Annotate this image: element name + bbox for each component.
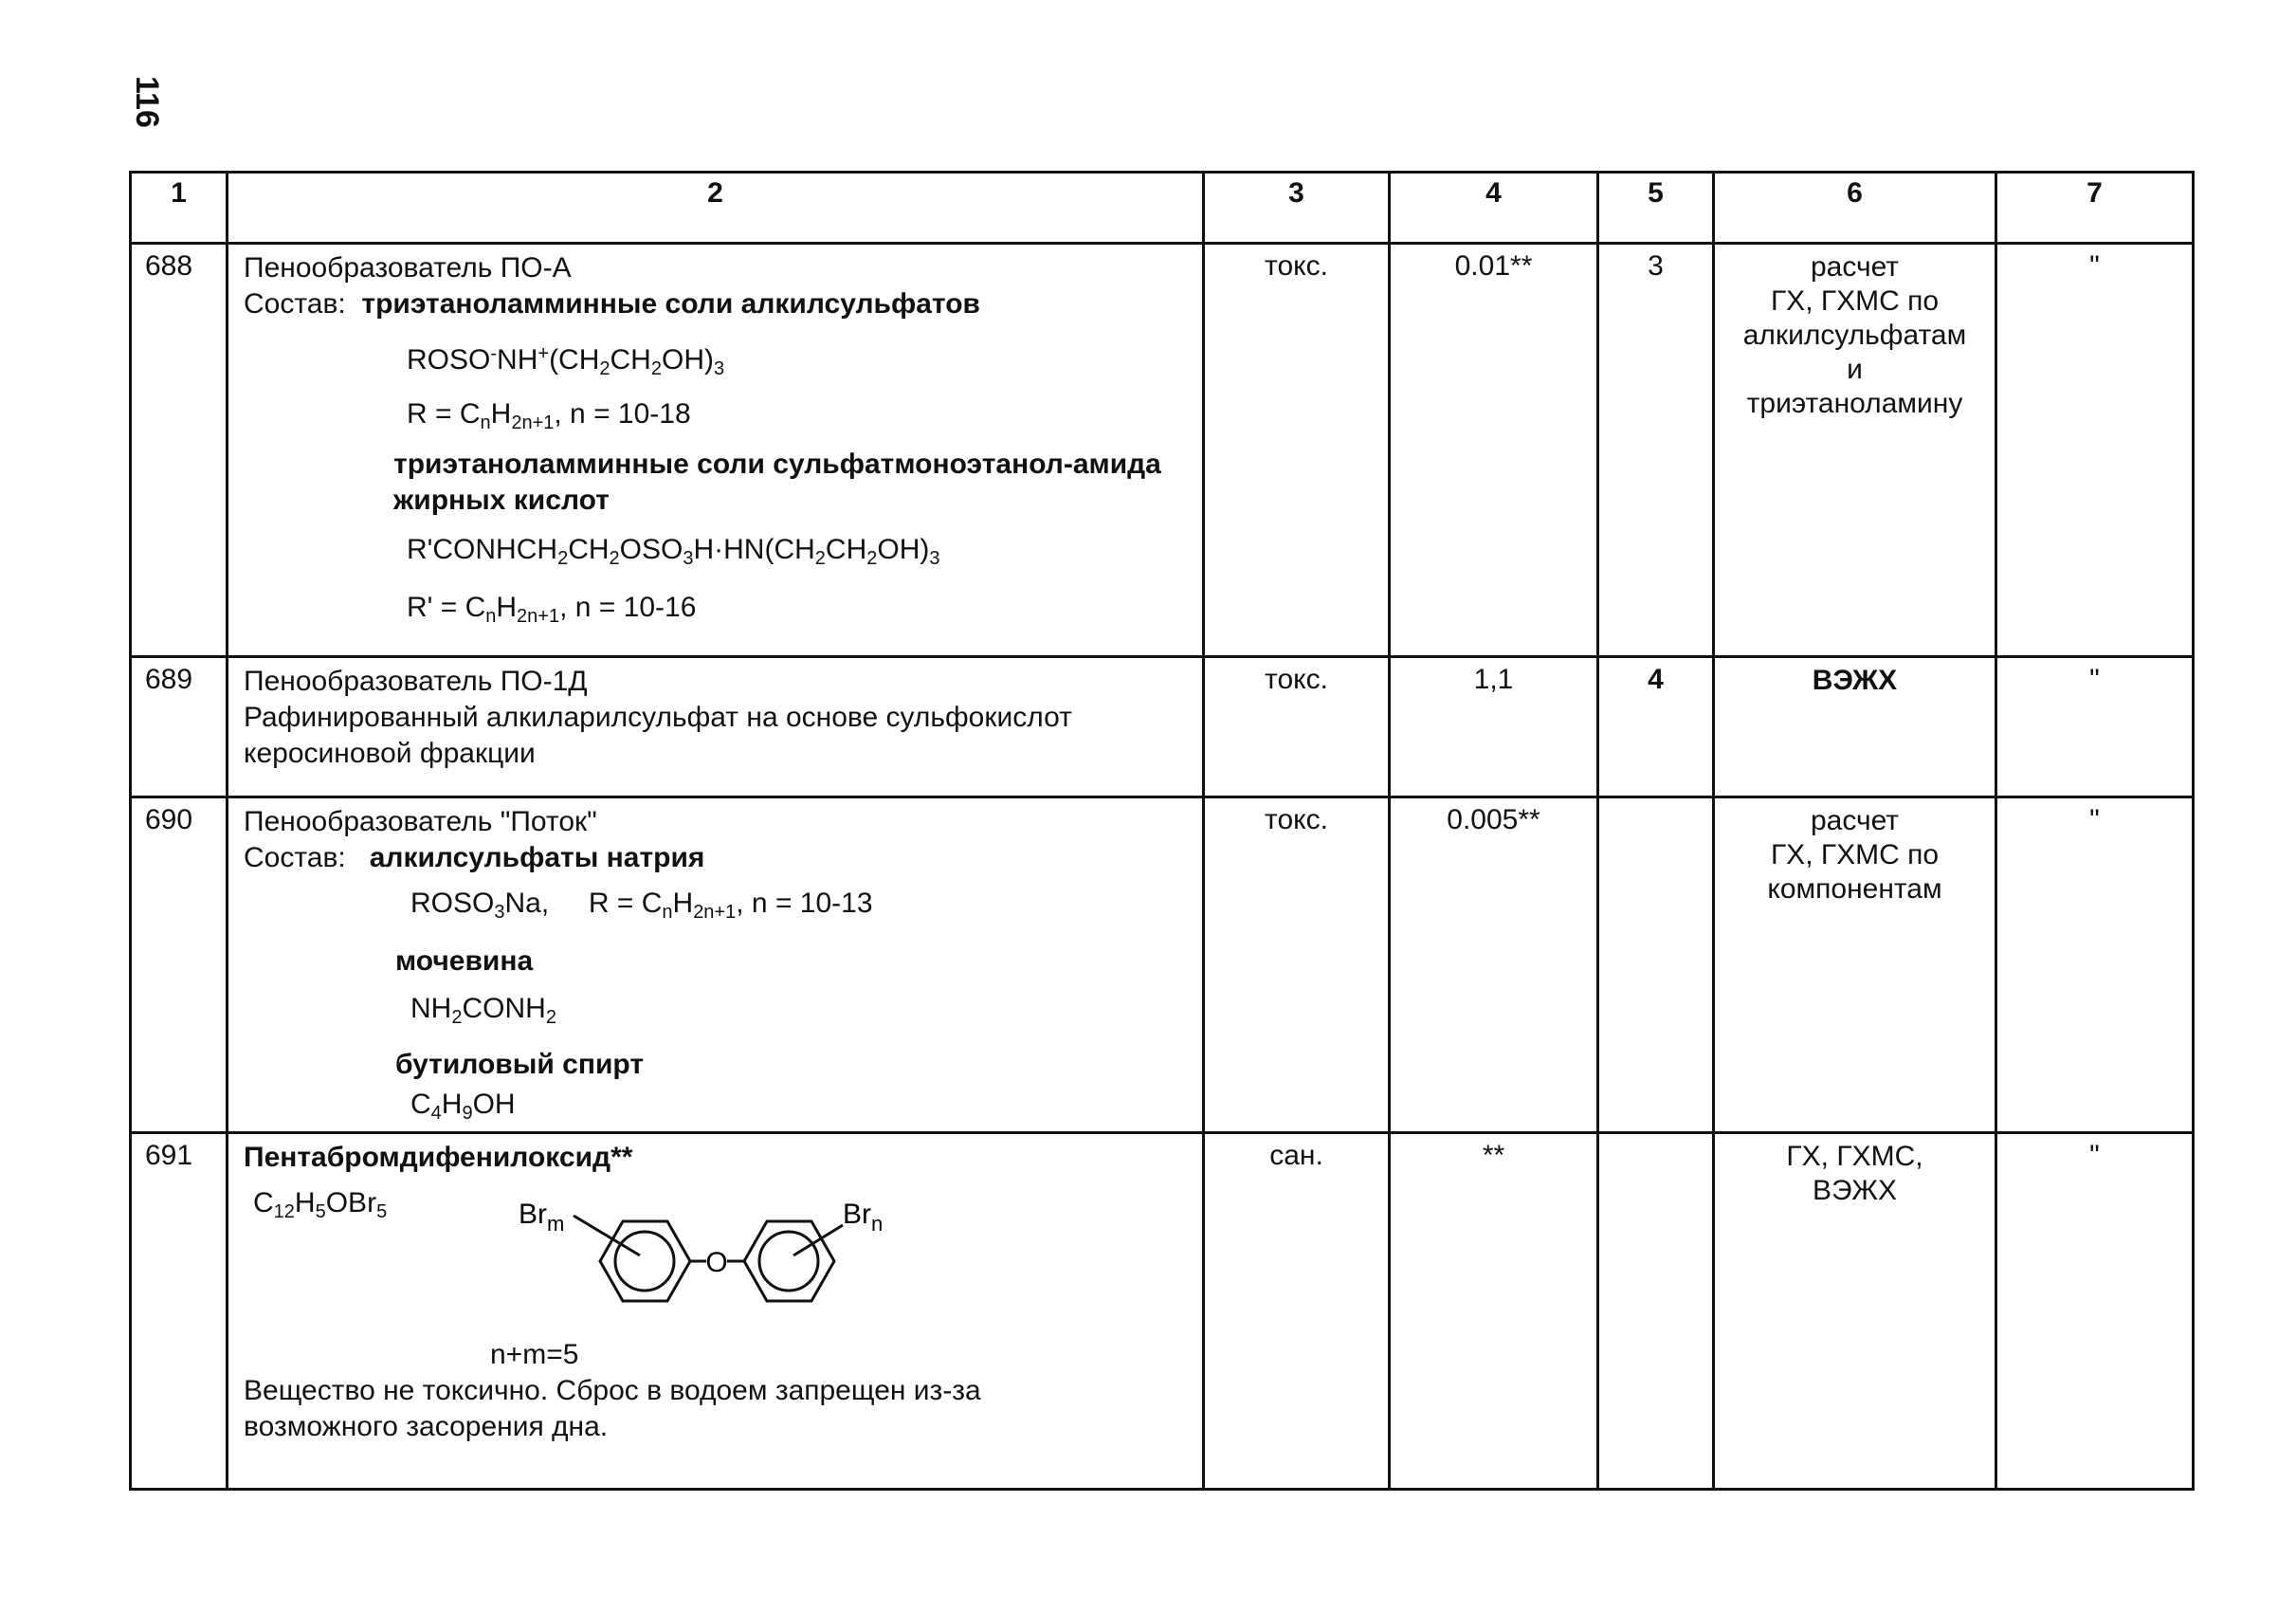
hazard-class [1598, 797, 1714, 1133]
substance-cell [228, 1133, 1204, 1490]
table-row [131, 657, 2194, 797]
substituent-sum: n+m=5 [490, 1339, 579, 1370]
hazard-type: токс. [1204, 657, 1390, 797]
row-number: 691 [131, 1133, 228, 1490]
substituent-bond-right [793, 1225, 843, 1255]
chemical-formula: $C_{12}H_5OBr_5$ [253, 1187, 388, 1222]
substance-title: Пентабромдифенилоксид** [244, 1142, 633, 1173]
row-number: 688 [131, 244, 228, 657]
hazard-type: токс. [1204, 797, 1390, 1133]
component-name: триэтаноламминные соли алкилсульфатов [361, 288, 980, 320]
substance-cell [228, 657, 1204, 797]
analysis-method: ГХ, ГХМС, ВЭЖХ [1714, 1133, 1996, 1490]
table-row [131, 797, 2194, 1133]
substance-cell [228, 244, 1204, 657]
radical-definition: $R' = C_nH_{2n+1}$, n = 10-16 [407, 592, 697, 627]
col-header-4: 4 [1390, 173, 1598, 244]
ether-oxygen-label: O [705, 1247, 728, 1278]
concentration-value: ** [1390, 1133, 1598, 1490]
ditto-mark: " [1996, 797, 2194, 1133]
col-header-5: 5 [1598, 173, 1714, 244]
header-row [131, 173, 2194, 244]
chemical-formula: $ROSO^-NH^+(CH_2CH_2OH)_3$ [407, 343, 725, 379]
bromine-right-label: $Br_n$ [843, 1199, 884, 1236]
concentration-value: 0.01** [1390, 244, 1598, 657]
structural-formula [471, 1187, 926, 1339]
chemical-formula: $NH_2CONH_2$ [410, 993, 556, 1028]
analysis-method: расчет ГХ, ГХМС по алкилсульфатам и триэтаноламину [1714, 244, 1996, 657]
col-header-1: 1 [131, 173, 228, 244]
row-number: 689 [131, 657, 228, 797]
component-name: бутиловый спирт [395, 1049, 645, 1080]
benzene-ring-right [744, 1221, 834, 1301]
component-name: мочевина [395, 945, 534, 977]
hazard-class: 4 [1598, 657, 1714, 797]
aromatic-circle-right [759, 1232, 818, 1291]
col-header-2: 2 [228, 173, 1204, 244]
substance-title: Пенообразователь ПО-А [244, 252, 572, 284]
concentration-value: 1,1 [1390, 657, 1598, 797]
component-name: алкилсульфаты натрия [369, 842, 705, 873]
substance-title: Пенообразователь "Поток" [244, 806, 597, 837]
ditto-mark: " [1996, 1133, 2194, 1490]
ditto-mark: " [1996, 657, 2194, 797]
row-number: 690 [131, 797, 228, 1133]
hazard-class [1598, 1133, 1714, 1490]
table-row [131, 244, 2194, 657]
hazard-type: токс. [1204, 244, 1390, 657]
substance-description: Рафинированный алкиларилсульфат на основе сульфокислот керосиновой фракции [244, 702, 1072, 769]
hazard-class: 3 [1598, 244, 1714, 657]
substance-cell [228, 797, 1204, 1133]
ditto-mark: " [1996, 244, 2194, 657]
chemical-formula: $C_4H_9OH$ [410, 1089, 516, 1124]
analysis-method: расчет ГХ, ГХМС по компонентам [1714, 797, 1996, 1133]
chemical-formula: $R'CONHCH_2CH_2OSO_3H\cdot HN(CH_2CH_2OH)_3$ [407, 534, 940, 569]
aromatic-circle-left [615, 1232, 674, 1291]
col-header-7: 7 [1996, 173, 2194, 244]
bromine-left-label: $Br_m$ [519, 1199, 565, 1236]
radical-definition: $R = C_nH_{2n+1}$, n = 10-18 [407, 398, 691, 433]
chemical-formula: $ROSO_3Na$, $R = C_nH_{2n+1}$, n = 10-13 [410, 888, 873, 923]
composition-label: Состав: [244, 842, 346, 873]
substance-description: Вещество не токсично. Сброс в водоем запрещен из-за возможного засорения дна. [244, 1375, 981, 1442]
component-name: триэтаноламминные соли сульфатмоноэтанол-амида жирных кислот [393, 449, 1161, 516]
data-table [129, 171, 2195, 1491]
benzene-ring-left [600, 1221, 690, 1301]
table-row [131, 1133, 2194, 1490]
analysis-method: ВЭЖХ [1714, 657, 1996, 797]
concentration-value: 0.005** [1390, 797, 1598, 1133]
composition-label: Состав: [244, 288, 346, 320]
hazard-type: сан. [1204, 1133, 1390, 1490]
col-header-3: 3 [1204, 173, 1390, 244]
substance-title: Пенообразователь ПО-1Д [244, 666, 588, 697]
col-header-6: 6 [1714, 173, 1996, 244]
page-number: 116 [129, 76, 165, 128]
